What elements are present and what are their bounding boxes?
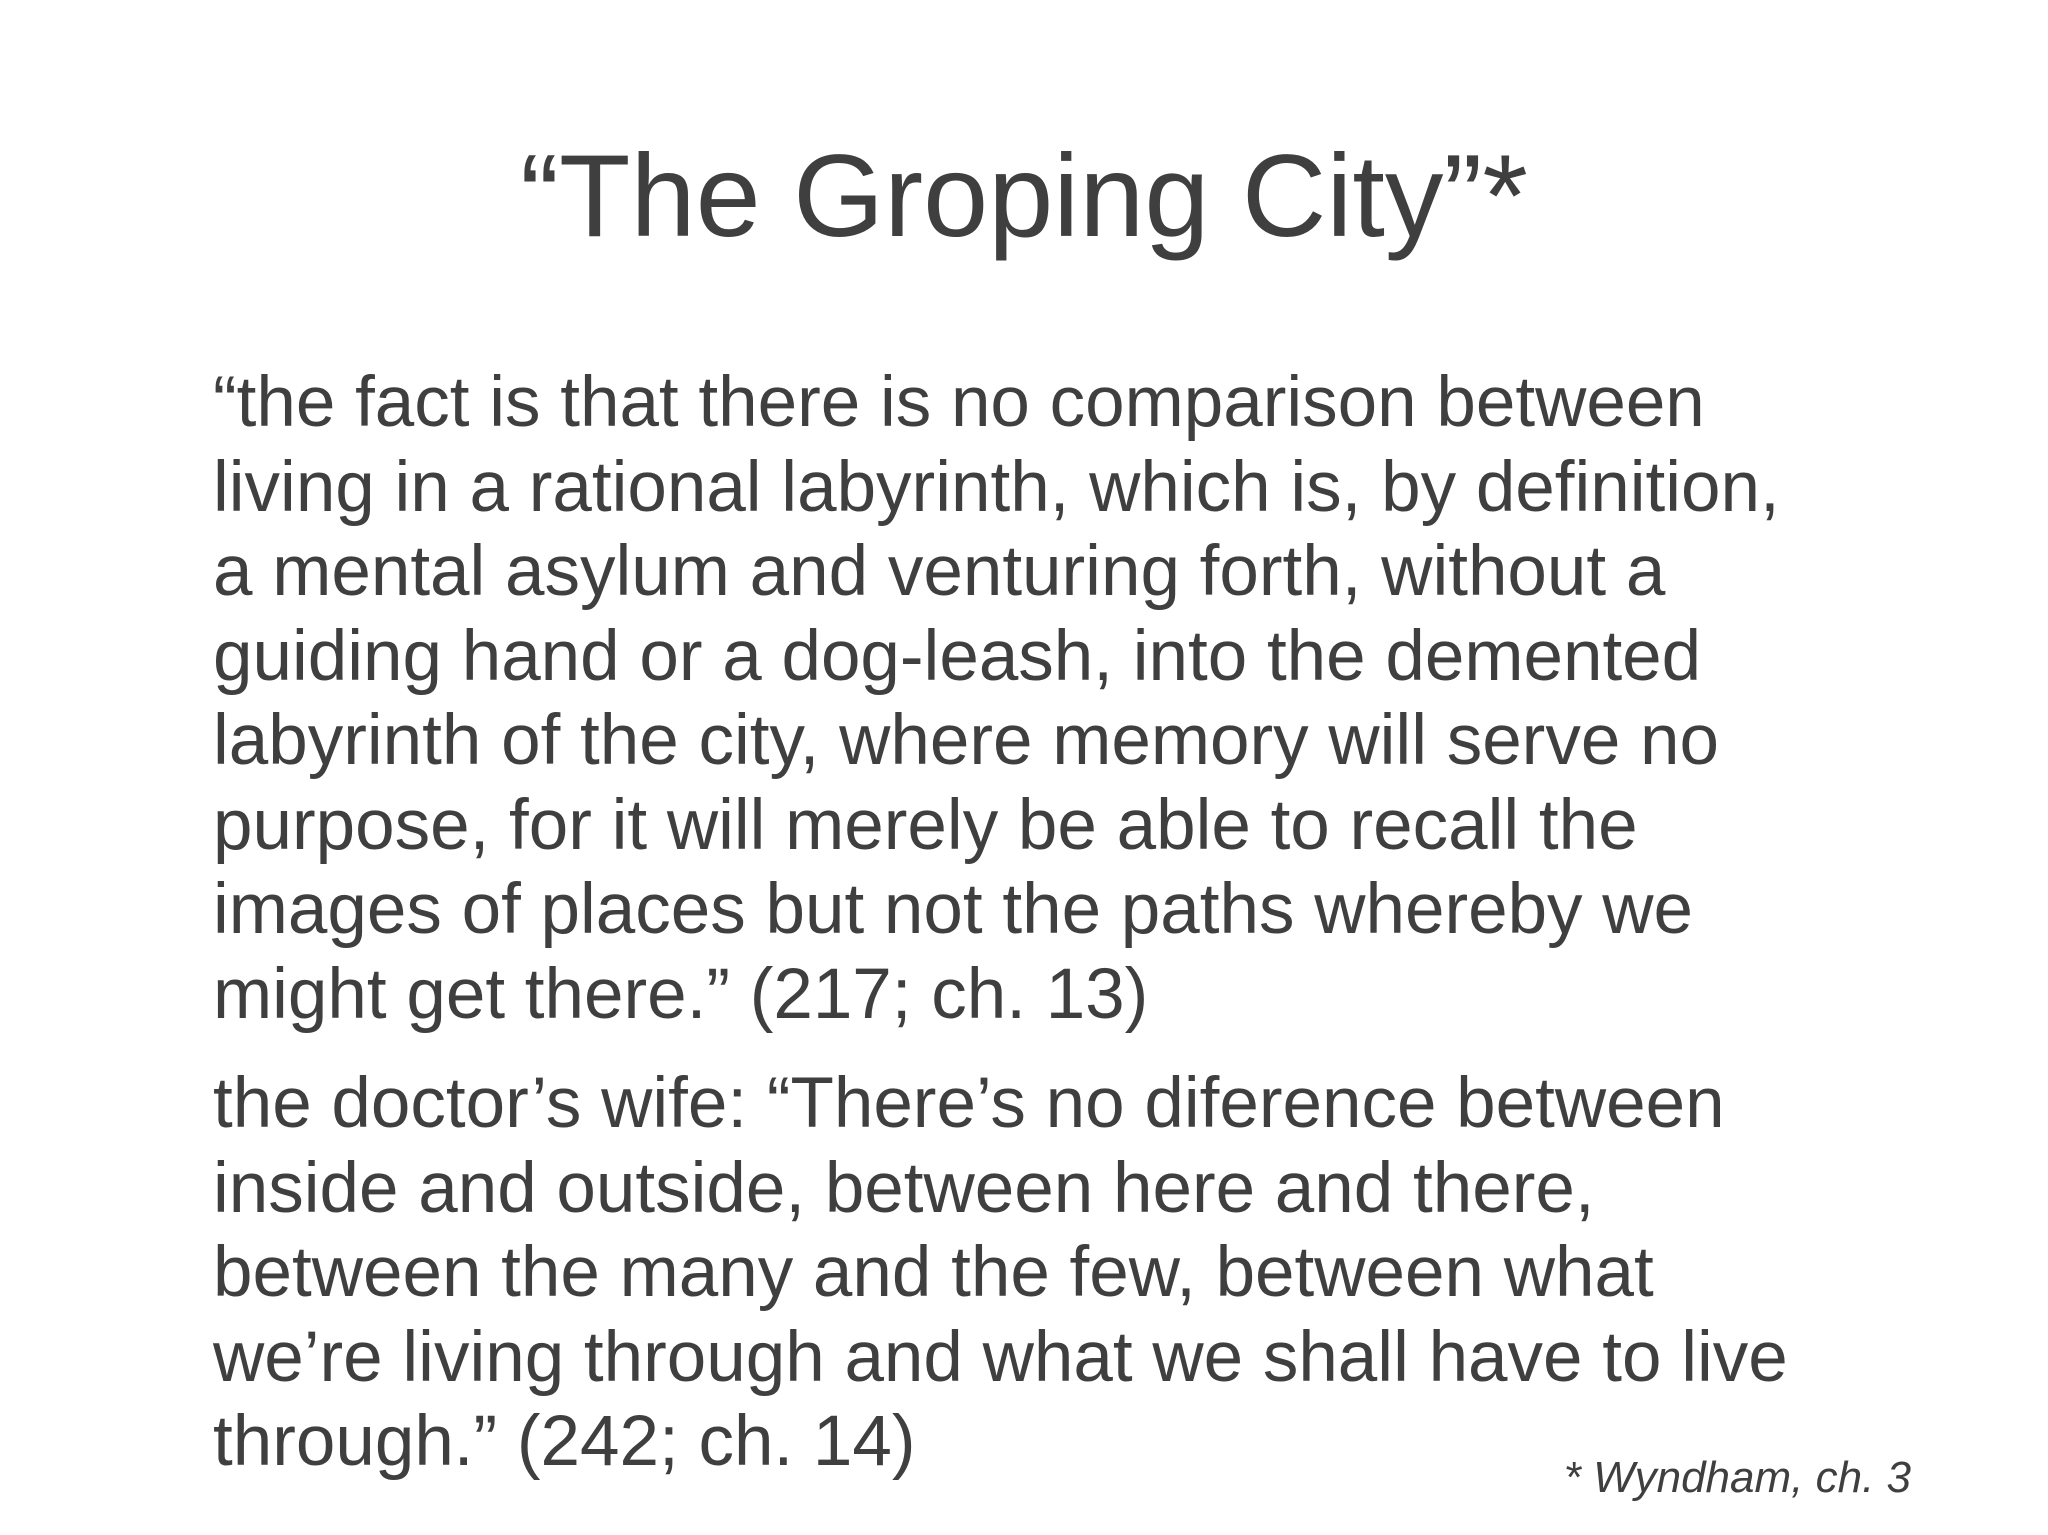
text-line: the doctor’s wife: “There’s no diference between <box>213 1064 1725 1143</box>
text-line: between the many and the few, between what <box>213 1233 1654 1312</box>
text-line: guiding hand or a dog-leash, into the demented <box>213 616 1702 696</box>
text-line: labyrinth of the city, where memory will serve no <box>213 701 1720 780</box>
text-line: images of places but not the paths whereby we <box>213 870 1694 949</box>
quote-paragraph-1 <box>213 361 1913 1037</box>
text-line: inside and outside, between here and there, <box>213 1148 1595 1228</box>
slide-title: “The Groping City”* <box>520 130 1528 261</box>
text-line: a mental asylum and venturing forth, without a <box>213 532 1666 611</box>
text-line: through.” (242; ch. 14) <box>213 1402 916 1481</box>
text-line: purpose, for it will merely be able to recall the <box>213 785 1638 865</box>
quote-paragraph-2 <box>213 1062 1913 1485</box>
footnote: * Wyndham, ch. 3 <box>1563 1453 1911 1502</box>
text-line: “the fact is that there is no comparison between <box>213 363 1705 442</box>
text-line: we’re living through and what we shall have to live <box>213 1317 1788 1397</box>
text-line: living in a rational labyrinth, which is, by definition, <box>213 447 1780 527</box>
text-line: might get there.” (217; ch. 13) <box>213 954 1149 1034</box>
slide-body <box>213 361 1913 1485</box>
